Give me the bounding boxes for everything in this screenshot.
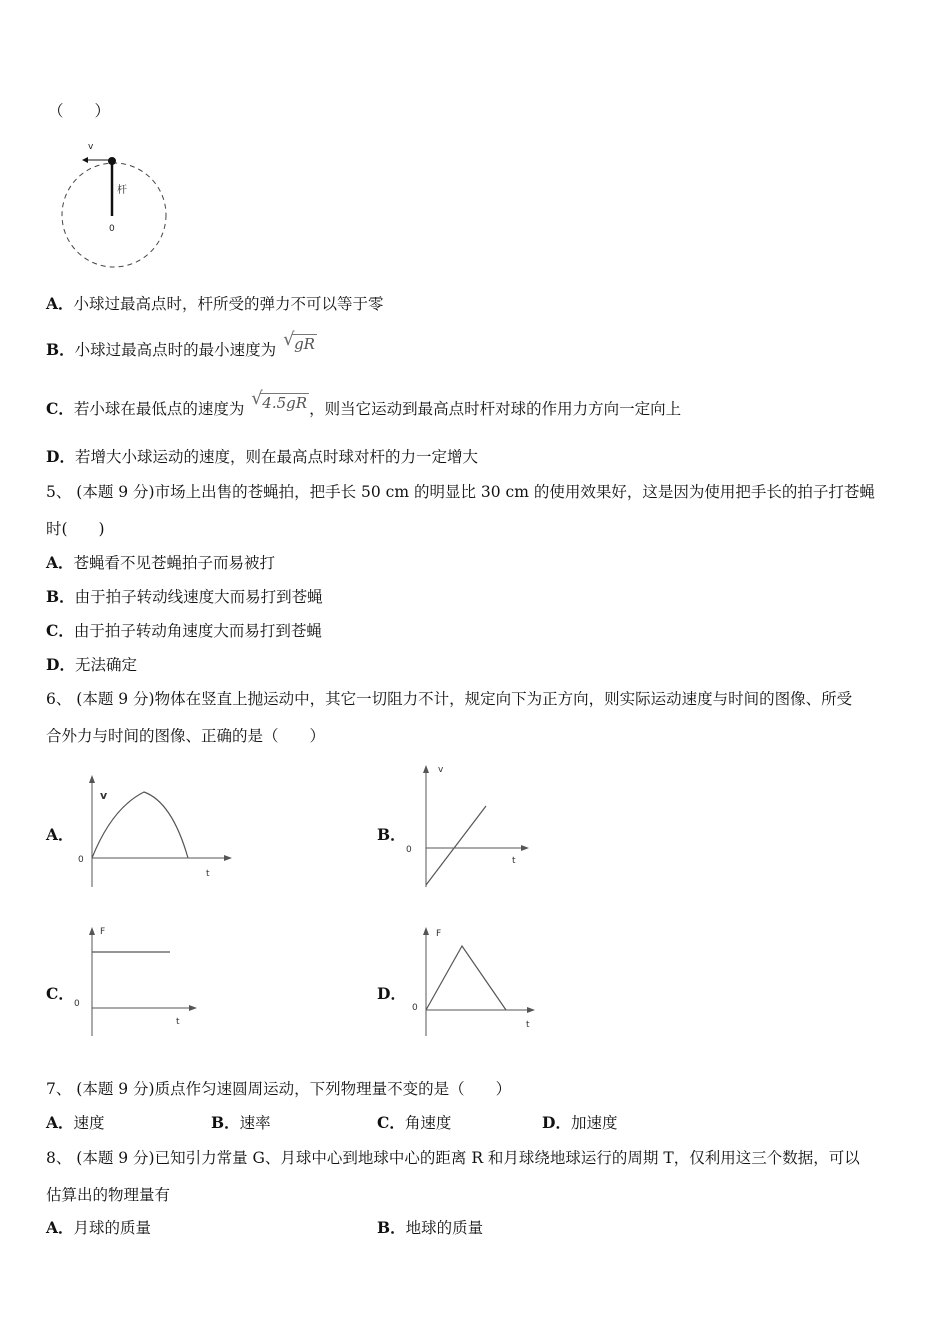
y-label: F bbox=[100, 927, 106, 937]
rod-circle-figure bbox=[60, 138, 170, 273]
option-letter: D． bbox=[46, 655, 75, 674]
option-letter: B． bbox=[211, 1113, 240, 1132]
q5-stem-line2: 时( ) bbox=[46, 520, 105, 538]
option-text: 无法确定 bbox=[74, 656, 137, 674]
q5-option-d[interactable] bbox=[46, 655, 137, 675]
option-letter: A． bbox=[46, 553, 74, 572]
q6-option-b-letter[interactable]: B． bbox=[377, 825, 406, 844]
origin-label: 0 bbox=[412, 1003, 418, 1013]
dashed-circle bbox=[62, 163, 166, 267]
rod-label: 杆 bbox=[117, 185, 127, 196]
q4-option-c[interactable] bbox=[46, 388, 682, 419]
option-text: 角速度 bbox=[404, 1114, 452, 1132]
graph-b[interactable] bbox=[402, 760, 537, 890]
sqrt-gR: √ gR bbox=[283, 329, 315, 353]
center-label: 0 bbox=[109, 224, 115, 234]
q7-option-a[interactable] bbox=[46, 1113, 105, 1133]
graph-d[interactable] bbox=[404, 924, 539, 1039]
q7-option-b[interactable] bbox=[211, 1113, 271, 1133]
q7-option-d[interactable] bbox=[542, 1113, 617, 1133]
q6-stem-line1: 6、 (本题 9 分)物体在竖直上抛运动中，其它一切阻力不计，规定向下为正方向，则实际运动速度与时间的图像、所受 bbox=[46, 690, 853, 708]
option-text: 由于拍子转动线速度大而易打到苍蝇 bbox=[74, 588, 323, 606]
q8-option-b[interactable] bbox=[377, 1218, 483, 1238]
option-text: 小球过最高点时，杆所受的弹力不可以等于零 bbox=[73, 295, 384, 313]
y-label: F bbox=[436, 929, 442, 939]
velocity-label: v bbox=[88, 142, 94, 152]
option-text: 若小球在最低点的速度为 bbox=[73, 400, 245, 418]
sqrt-4-5gR: √ 4.5gR bbox=[251, 388, 308, 412]
q6-stem-line2: 合外力与时间的图像、正确的是（ ） bbox=[46, 727, 326, 745]
q4-option-a[interactable] bbox=[46, 294, 384, 314]
q4-option-b[interactable] bbox=[46, 329, 317, 360]
option-letter: D． bbox=[542, 1113, 571, 1132]
q8-option-a[interactable] bbox=[46, 1218, 151, 1238]
graph-a[interactable] bbox=[72, 772, 237, 890]
option-text: 苍蝇看不见苍蝇拍子而易被打 bbox=[73, 554, 276, 572]
option-text: 加速度 bbox=[570, 1114, 618, 1132]
option-letter: A． bbox=[46, 294, 74, 313]
y-label: v bbox=[100, 789, 108, 802]
option-text: 速率 bbox=[239, 1114, 271, 1132]
q6-option-d-letter[interactable]: D． bbox=[377, 984, 406, 1003]
q6-option-a-letter[interactable]: A． bbox=[46, 825, 74, 844]
option-letter: B． bbox=[46, 587, 75, 606]
option-letter: C． bbox=[46, 399, 74, 418]
option-text: 地球的质量 bbox=[405, 1219, 484, 1237]
option-letter: C． bbox=[46, 621, 74, 640]
ball bbox=[108, 157, 116, 165]
answer-bracket: （ ） bbox=[48, 102, 111, 120]
option-text: 由于拍子转动角速度大而易打到苍蝇 bbox=[73, 622, 322, 640]
v-line bbox=[426, 806, 486, 885]
q5-option-c[interactable] bbox=[46, 621, 322, 641]
q4-option-d[interactable] bbox=[46, 447, 478, 467]
q7-option-c[interactable] bbox=[377, 1113, 451, 1133]
option-letter: B． bbox=[377, 1218, 406, 1237]
option-text: 小球过最高点时的最小速度为 bbox=[74, 341, 277, 359]
option-text: 速度 bbox=[73, 1114, 105, 1132]
option-letter: A． bbox=[46, 1113, 74, 1132]
graph-c[interactable] bbox=[70, 924, 205, 1039]
x-label: t bbox=[512, 856, 516, 866]
option-text: 若增大小球运动的速度，则在最高点时球对杆的力一定增大 bbox=[74, 448, 478, 466]
q8-stem-line2: 估算出的物理量有 bbox=[46, 1186, 171, 1204]
x-label: t bbox=[526, 1020, 530, 1030]
option-letter: D． bbox=[46, 447, 75, 466]
q8-stem-line1: 8、 (本题 9 分)已知引力常量 G、月球中心到地球中心的距离 R 和月球绕地球运行的周期 T，仅利用这三个数据，可以 bbox=[46, 1149, 860, 1167]
option-text-after: ，则当它运动到最高点时杆对球的作用力方向一定向上 bbox=[309, 400, 682, 418]
x-label: t bbox=[176, 1017, 180, 1027]
q7-stem: 7、 (本题 9 分)质点作匀速圆周运动，下列物理量不变的是（ ） bbox=[46, 1080, 512, 1098]
origin-label: 0 bbox=[74, 999, 80, 1009]
origin-label: 0 bbox=[406, 845, 412, 855]
option-letter: A． bbox=[46, 1218, 74, 1237]
x-label: t bbox=[206, 869, 210, 879]
f-triangle bbox=[426, 946, 506, 1010]
q6-option-c-letter[interactable]: C． bbox=[46, 984, 74, 1003]
option-letter: C． bbox=[377, 1113, 405, 1132]
option-letter: B． bbox=[46, 340, 75, 359]
q5-option-b[interactable] bbox=[46, 587, 323, 607]
origin-label: 0 bbox=[78, 855, 84, 865]
q5-stem-line1: 5、 (本题 9 分)市场上出售的苍蝇拍，把手长 50 cm 的明显比 30 cm 的使用效果好，这是因为使用把手长的拍子打苍蝇 bbox=[46, 483, 875, 501]
y-label: v bbox=[438, 765, 444, 775]
q5-option-a[interactable] bbox=[46, 553, 275, 573]
option-text: 月球的质量 bbox=[73, 1219, 152, 1237]
